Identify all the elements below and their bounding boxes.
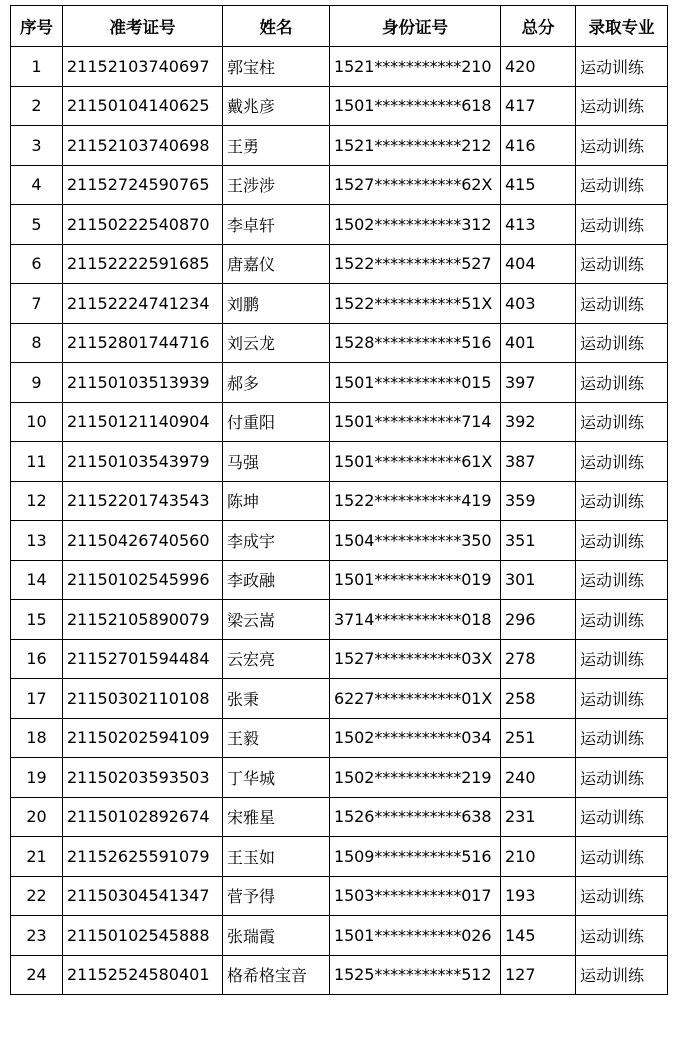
exam-no-cell: 21150102892674 <box>63 797 223 837</box>
table-row <box>11 284 668 324</box>
table-row <box>11 916 668 956</box>
table-row <box>11 718 668 758</box>
exam-no-cell: 21150304541347 <box>63 876 223 916</box>
seq-cell: 22 <box>11 876 63 916</box>
name-cell: 丁华城 <box>223 758 330 798</box>
score-cell: 258 <box>501 679 576 719</box>
table-row <box>11 126 668 166</box>
seq-cell: 19 <box>11 758 63 798</box>
name-cell: 付重阳 <box>223 402 330 442</box>
major-cell: 运动训练 <box>576 758 668 798</box>
seq-cell: 16 <box>11 639 63 679</box>
table-row <box>11 165 668 205</box>
seq-cell: 7 <box>11 284 63 324</box>
table-body <box>11 47 668 995</box>
seq-cell: 10 <box>11 402 63 442</box>
id-no-cell: 1502***********312 <box>330 205 501 245</box>
score-cell: 193 <box>501 876 576 916</box>
table-row <box>11 560 668 600</box>
major-cell: 运动训练 <box>576 126 668 166</box>
name-cell: 菅予得 <box>223 876 330 916</box>
table-row <box>11 481 668 521</box>
name-cell: 宋雅星 <box>223 797 330 837</box>
table-row <box>11 639 668 679</box>
name-cell: 格希格宝音 <box>223 955 330 995</box>
seq-cell: 20 <box>11 797 63 837</box>
exam-no-cell: 21152103740697 <box>63 47 223 87</box>
id-no-cell: 3714***********018 <box>330 600 501 640</box>
exam-no-cell: 21152201743543 <box>63 481 223 521</box>
name-cell: 戴兆彦 <box>223 86 330 126</box>
exam-no-cell: 21150203593503 <box>63 758 223 798</box>
score-cell: 417 <box>501 86 576 126</box>
seq-cell: 8 <box>11 323 63 363</box>
name-cell: 唐嘉仪 <box>223 244 330 284</box>
table-row <box>11 205 668 245</box>
id-no-cell: 1501***********015 <box>330 363 501 403</box>
exam-no-cell: 21150104140625 <box>63 86 223 126</box>
score-cell: 397 <box>501 363 576 403</box>
table-row <box>11 600 668 640</box>
score-cell: 145 <box>501 916 576 956</box>
seq-cell: 1 <box>11 47 63 87</box>
exam-no-cell: 21152224741234 <box>63 284 223 324</box>
name-cell: 王毅 <box>223 718 330 758</box>
name-cell: 郝多 <box>223 363 330 403</box>
major-cell: 运动训练 <box>576 244 668 284</box>
seq-cell: 11 <box>11 442 63 482</box>
score-cell: 231 <box>501 797 576 837</box>
table-row <box>11 521 668 561</box>
table-row <box>11 679 668 719</box>
score-cell: 301 <box>501 560 576 600</box>
name-cell: 郭宝柱 <box>223 47 330 87</box>
id-no-cell: 1525***********512 <box>330 955 501 995</box>
score-cell: 403 <box>501 284 576 324</box>
major-cell: 运动训练 <box>576 837 668 877</box>
exam-no-cell: 21150202594109 <box>63 718 223 758</box>
id-no-cell: 1501***********714 <box>330 402 501 442</box>
id-no-cell: 1509***********516 <box>330 837 501 877</box>
score-cell: 416 <box>501 126 576 166</box>
id-no-cell: 1521***********210 <box>330 47 501 87</box>
id-no-cell: 1502***********219 <box>330 758 501 798</box>
score-cell: 251 <box>501 718 576 758</box>
exam-no-cell: 21152625591079 <box>63 837 223 877</box>
exam-no-cell: 21150222540870 <box>63 205 223 245</box>
name-cell: 张秉 <box>223 679 330 719</box>
header-name: 姓名 <box>223 6 330 47</box>
major-cell: 运动训练 <box>576 165 668 205</box>
score-cell: 351 <box>501 521 576 561</box>
seq-cell: 17 <box>11 679 63 719</box>
name-cell: 刘云龙 <box>223 323 330 363</box>
id-no-cell: 1501***********61X <box>330 442 501 482</box>
table-row <box>11 363 668 403</box>
table-row <box>11 955 668 995</box>
id-no-cell: 1504***********350 <box>330 521 501 561</box>
seq-cell: 21 <box>11 837 63 877</box>
header-id-no: 身份证号 <box>330 6 501 47</box>
header-row <box>11 6 668 47</box>
id-no-cell: 1526***********638 <box>330 797 501 837</box>
name-cell: 李成宇 <box>223 521 330 561</box>
score-cell: 240 <box>501 758 576 798</box>
seq-cell: 14 <box>11 560 63 600</box>
table-header <box>11 6 668 47</box>
exam-no-cell: 21150103513939 <box>63 363 223 403</box>
id-no-cell: 1522***********527 <box>330 244 501 284</box>
name-cell: 张瑞霞 <box>223 916 330 956</box>
table-row <box>11 758 668 798</box>
major-cell: 运动训练 <box>576 47 668 87</box>
seq-cell: 4 <box>11 165 63 205</box>
major-cell: 运动训练 <box>576 916 668 956</box>
table-row <box>11 442 668 482</box>
major-cell: 运动训练 <box>576 876 668 916</box>
seq-cell: 15 <box>11 600 63 640</box>
seq-cell: 5 <box>11 205 63 245</box>
major-cell: 运动训练 <box>576 86 668 126</box>
seq-cell: 3 <box>11 126 63 166</box>
exam-no-cell: 21152701594484 <box>63 639 223 679</box>
table-row <box>11 837 668 877</box>
score-cell: 127 <box>501 955 576 995</box>
exam-no-cell: 21150102545888 <box>63 916 223 956</box>
table-row <box>11 47 668 87</box>
id-no-cell: 6227***********01X <box>330 679 501 719</box>
major-cell: 运动训练 <box>576 442 668 482</box>
score-cell: 359 <box>501 481 576 521</box>
header-score: 总分 <box>501 6 576 47</box>
seq-cell: 2 <box>11 86 63 126</box>
id-no-cell: 1522***********51X <box>330 284 501 324</box>
id-no-cell: 1501***********026 <box>330 916 501 956</box>
table-row <box>11 402 668 442</box>
id-no-cell: 1522***********419 <box>330 481 501 521</box>
header-exam-no: 准考证号 <box>63 6 223 47</box>
score-cell: 404 <box>501 244 576 284</box>
major-cell: 运动训练 <box>576 955 668 995</box>
seq-cell: 9 <box>11 363 63 403</box>
exam-no-cell: 21152222591685 <box>63 244 223 284</box>
name-cell: 李政融 <box>223 560 330 600</box>
id-no-cell: 1502***********034 <box>330 718 501 758</box>
exam-no-cell: 21152524580401 <box>63 955 223 995</box>
id-no-cell: 1527***********62X <box>330 165 501 205</box>
exam-no-cell: 21152724590765 <box>63 165 223 205</box>
score-cell: 210 <box>501 837 576 877</box>
score-cell: 387 <box>501 442 576 482</box>
major-cell: 运动训练 <box>576 797 668 837</box>
name-cell: 王勇 <box>223 126 330 166</box>
name-cell: 王玉如 <box>223 837 330 877</box>
admission-table <box>10 5 668 995</box>
id-no-cell: 1501***********618 <box>330 86 501 126</box>
exam-no-cell: 21150102545996 <box>63 560 223 600</box>
major-cell: 运动训练 <box>576 481 668 521</box>
name-cell: 云宏亮 <box>223 639 330 679</box>
exam-no-cell: 21152103740698 <box>63 126 223 166</box>
score-cell: 401 <box>501 323 576 363</box>
major-cell: 运动训练 <box>576 205 668 245</box>
id-no-cell: 1528***********516 <box>330 323 501 363</box>
major-cell: 运动训练 <box>576 560 668 600</box>
exam-no-cell: 21152801744716 <box>63 323 223 363</box>
major-cell: 运动训练 <box>576 323 668 363</box>
table-row <box>11 323 668 363</box>
exam-no-cell: 21152105890079 <box>63 600 223 640</box>
seq-cell: 13 <box>11 521 63 561</box>
name-cell: 梁云嵩 <box>223 600 330 640</box>
exam-no-cell: 21150121140904 <box>63 402 223 442</box>
name-cell: 马强 <box>223 442 330 482</box>
score-cell: 420 <box>501 47 576 87</box>
id-no-cell: 1521***********212 <box>330 126 501 166</box>
table-row <box>11 86 668 126</box>
seq-cell: 23 <box>11 916 63 956</box>
name-cell: 刘鹏 <box>223 284 330 324</box>
seq-cell: 18 <box>11 718 63 758</box>
exam-no-cell: 21150103543979 <box>63 442 223 482</box>
table-row <box>11 797 668 837</box>
major-cell: 运动训练 <box>576 402 668 442</box>
id-no-cell: 1503***********017 <box>330 876 501 916</box>
score-cell: 392 <box>501 402 576 442</box>
seq-cell: 6 <box>11 244 63 284</box>
score-cell: 415 <box>501 165 576 205</box>
score-cell: 278 <box>501 639 576 679</box>
name-cell: 王涉涉 <box>223 165 330 205</box>
name-cell: 李卓轩 <box>223 205 330 245</box>
major-cell: 运动训练 <box>576 363 668 403</box>
id-no-cell: 1527***********03X <box>330 639 501 679</box>
major-cell: 运动训练 <box>576 679 668 719</box>
major-cell: 运动训练 <box>576 521 668 561</box>
header-seq: 序号 <box>11 6 63 47</box>
major-cell: 运动训练 <box>576 718 668 758</box>
table-row <box>11 876 668 916</box>
table-row <box>11 244 668 284</box>
seq-cell: 12 <box>11 481 63 521</box>
score-cell: 413 <box>501 205 576 245</box>
exam-no-cell: 21150302110108 <box>63 679 223 719</box>
major-cell: 运动训练 <box>576 639 668 679</box>
seq-cell: 24 <box>11 955 63 995</box>
major-cell: 运动训练 <box>576 600 668 640</box>
major-cell: 运动训练 <box>576 284 668 324</box>
name-cell: 陈坤 <box>223 481 330 521</box>
id-no-cell: 1501***********019 <box>330 560 501 600</box>
header-major: 录取专业 <box>576 6 668 47</box>
score-cell: 296 <box>501 600 576 640</box>
exam-no-cell: 21150426740560 <box>63 521 223 561</box>
